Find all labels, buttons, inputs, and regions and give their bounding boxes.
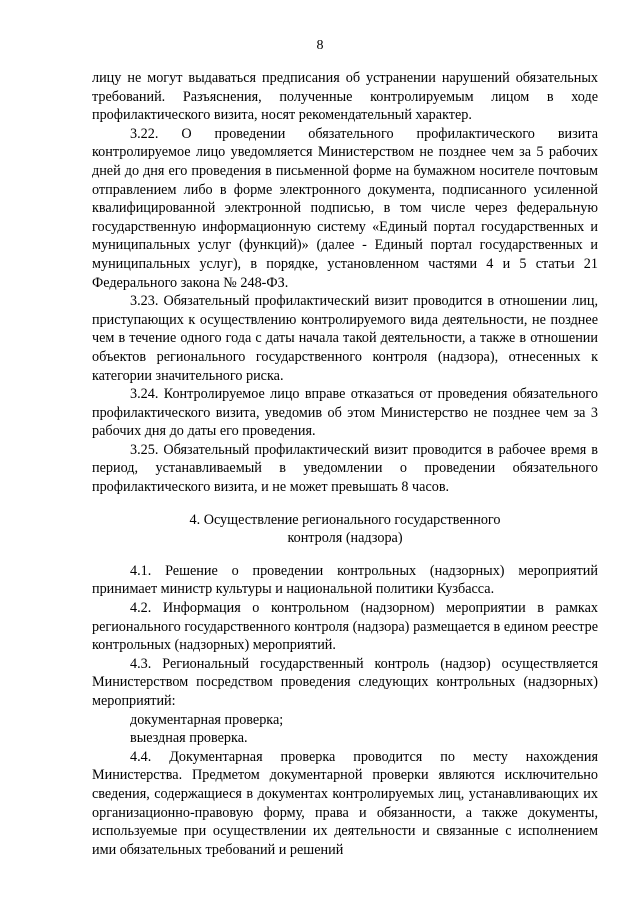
document-body xyxy=(92,69,598,859)
paragraph-4-1: 4.1. Решение о проведении контрольных (надзорных) мероприятий принимает министр культуры и национальной политики Кузбасса. xyxy=(92,562,598,598)
paragraph-4-4: 4.4. Документарная проверка проводится по месту нахождения Министерства. Предметом документарной проверки являются исключительно сведения, содержащиеся в документах контролируемых лиц, устанавливающих их организационно-правовую форму, права и обязанности, а также документы, используемые при осуществлении их деятельности и связанные с исполнением ими обязательных требований и решений xyxy=(92,748,598,858)
paragraph-3-23: 3.23. Обязательный профилактический визит проводится в отношении лиц, приступающих к осуществлению контролируемого вида деятельности, не позднее чем в течение одного года с даты начала такой деятельности, а также в отношении объектов регионального государственного контроля (надзора), отнесенных к категории значительного риска. xyxy=(92,293,598,384)
page-number: 8 xyxy=(316,38,324,53)
paragraph-4-2: 4.2. Информация о контрольном (надзорном) мероприятии в рамках регионального государственного контроля (надзора) размещается в едином реестре контрольных (надзорных) мероприятий. xyxy=(92,600,598,654)
section-heading-line-2: контроля (надзора) xyxy=(287,530,403,547)
paragraph-4-3: 4.3. Региональный государственный контроль (надзор) осуществляется Министерством посредством проведения следующих контрольных (надзорных) мероприятий: xyxy=(92,655,598,709)
paragraph-3-22: 3.22. О проведении обязательного профилактического визита контролируемое лицо уведомляется Министерством не позднее чем за 5 рабочих дней до дня его проведения в письменной форме на бумажном носителе почтовым отправлением либо в форме электронного документа, подписанного усиленной квалифицированной электронной подписью, в том числе через федеральную государственную информационную систему «Единый портал государственных и муниципальных услуг (функций)» (далее - Единый портал государственных и муниципальных услуг), в порядке, установленном частями 4 и 5 статьи 21 Федерального закона № 248-ФЗ. xyxy=(92,125,598,291)
paragraph-3-24: 3.24. Контролируемое лицо вправе отказаться от проведения обязательного профилактического визита, уведомив об этом Министерство не позднее чем за 3 рабочих дня до даты его проведения. xyxy=(92,386,598,440)
list-item-field-check: выездная проверка. xyxy=(130,730,248,747)
section-heading-line-1: 4. Осуществление регионального государственного xyxy=(189,511,501,528)
paragraph-3-25: 3.25. Обязательный профилактический визит проводится в рабочее время в период, устанавливаемый в уведомлении о проведении обязательного профилактического визита, и не может превышать 8 часов. xyxy=(92,441,598,496)
paragraph-continuation: лицу не могут выдаваться предписания об устранении нарушений обязательных требований. Разъяснения, полученные контролируемым лицом в ходе профилактического визита, носят рекомендательный характер. xyxy=(92,70,598,124)
list-item-documentary-check: документарная проверка; xyxy=(130,711,284,728)
section-heading xyxy=(92,511,598,548)
